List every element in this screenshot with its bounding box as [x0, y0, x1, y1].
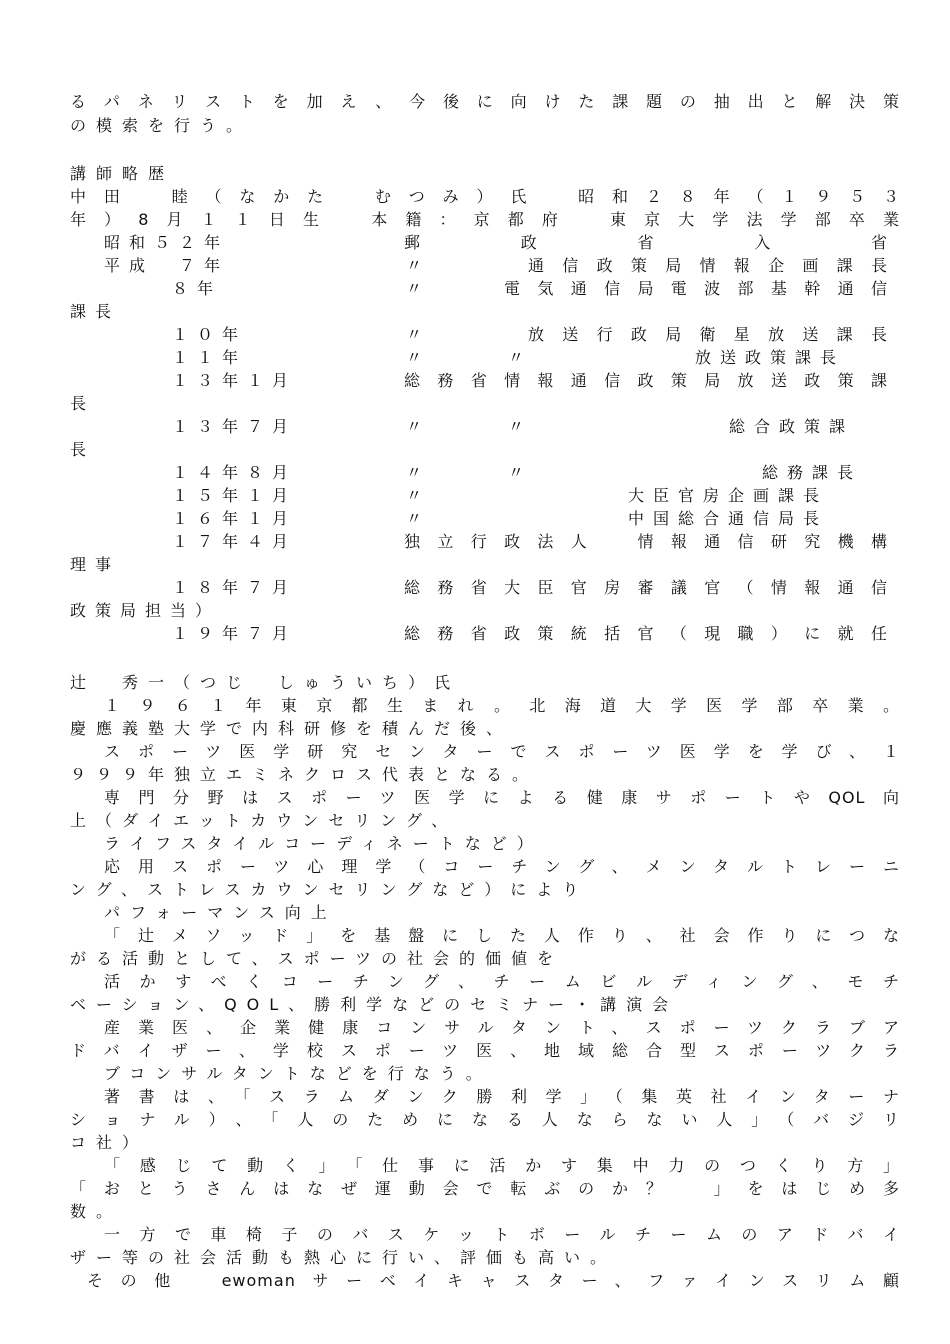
tsuji-line: ショナル）、「人のためになる人ならない人」（バジリ	[70, 1110, 900, 1129]
career-org: 総務省政策統括官（現職）に就任	[404, 624, 888, 643]
career-org: 〃	[406, 325, 432, 344]
career-position: 電気通信局電波部基幹通信	[504, 279, 888, 298]
tsuji-line: パフォーマンス向上	[104, 903, 337, 922]
tsuji-line: その他 ewomanサーベイキャスター、ファインスリム顧	[87, 1271, 900, 1290]
career-date: １３年１月	[172, 371, 298, 390]
career-date: １７年４月	[172, 532, 298, 551]
career-position: 中国総合通信局長	[628, 509, 829, 528]
career-org: 総務省情報通信政策局放送政策課	[404, 371, 888, 390]
tsuji-line: ９９９年独立エミネクロス代表となる。	[70, 765, 539, 784]
tsuji-line: ブコンサルタントなどを行なう。	[104, 1064, 492, 1083]
tsuji-line: 専門分野はスポーツ医学による健康サポートやQOL向	[104, 788, 900, 807]
tsuji-line: １９６１年東京都生まれ。北海道大学医学部卒業。	[104, 696, 900, 715]
career-org: 〃	[406, 256, 432, 275]
career-wrap-text: 理事	[70, 555, 121, 574]
career-position: 放送行政局衛星放送課長	[528, 325, 888, 344]
tsuji-line: 「感じて動く」「仕事に活かす集中力のつくり方」	[104, 1156, 900, 1175]
tsuji-line: 数。	[70, 1202, 123, 1221]
career-position: 大臣官房企画課長	[628, 486, 829, 505]
career-date: １１年	[172, 348, 248, 367]
career-org: 総務省大臣官房審議官（情報通信	[404, 578, 888, 597]
career-sub-ditto: 〃	[508, 348, 534, 367]
section-title: 講師略歴	[70, 164, 175, 183]
career-position: 総合政策課	[729, 417, 855, 436]
career-date: １５年１月	[172, 486, 298, 505]
tsuji-line: ライフスタイルコーディネートなど）	[104, 834, 543, 853]
career-date: １４年８月	[172, 463, 298, 482]
intro-line-2: の模索を行う。	[70, 116, 253, 135]
career-date: 昭和５２年	[104, 233, 230, 252]
career-wrap-text: 課長	[70, 302, 121, 321]
tsuji-line: ング、ストレスカウンセリングなど）により	[70, 880, 589, 899]
career-wrap-text: 政策局担当）	[70, 601, 221, 620]
tsuji-line: 産業医、企業健康コンサルタント、スポーツクラブア	[104, 1018, 900, 1037]
career-org: 〃	[406, 463, 432, 482]
career-position: 通信政策局情報企画課長	[528, 256, 888, 275]
career-position: 総務課長	[762, 463, 863, 482]
career-org: 独立行政法人 情報通信研究機構	[404, 532, 888, 551]
tsuji-line: ベーション、QOL、勝利学などのセミナー・講演会	[70, 995, 679, 1014]
career-org: 〃	[406, 348, 432, 367]
career-wrap-text: 長	[70, 394, 96, 413]
nakata-header-1: 中田 睦（なかた むつみ）氏 昭和２８年（１９５３	[70, 187, 900, 206]
career-date: １３年７月	[172, 417, 298, 436]
career-date: １６年１月	[172, 509, 298, 528]
tsuji-line: 一方で車椅子のバスケットボールチームのアドバイ	[104, 1225, 900, 1244]
career-date: 平成 ７年	[104, 256, 230, 275]
tsuji-line: 慶應義塾大学で内科研修を積んだ後、	[70, 719, 513, 738]
career-org: 〃	[406, 279, 432, 298]
career-org: 〃	[406, 509, 432, 528]
intro-line-1: るパネリストを加え、今後に向けた課題の抽出と解決策	[70, 92, 900, 111]
tsuji-line: 活かすべくコーチング、チームビルディング、モチ	[104, 972, 900, 991]
tsuji-line: スポーツ医学研究センターでスポーツ医学を学び、１	[104, 742, 900, 761]
tsuji-line: 上（ダイエットカウンセリング、	[70, 811, 458, 830]
tsuji-line: 辻 秀一（つじ しゅういち）氏	[70, 673, 461, 692]
nakata-header-2: 年）8月１１日生 本籍：京都府 東京大学法学部卒業	[70, 210, 900, 229]
tsuji-line: ドバイザー、学校スポーツ医、地域総合型スポーツクラ	[70, 1041, 900, 1060]
career-date: １０年	[172, 325, 248, 344]
career-org: 〃	[406, 417, 432, 436]
tsuji-line: 「辻メソッド」を基盤にした人作り、社会作りにつな	[104, 926, 900, 945]
career-org: 郵政省入省	[404, 233, 888, 252]
tsuji-line: コ社）	[70, 1133, 149, 1152]
tsuji-line: 応用スポーツ心理学（コーチング、メンタルトレーニ	[104, 857, 900, 876]
career-date: ８年	[172, 279, 223, 298]
tsuji-line: 「おとうさんはなぜ運動会で転ぶのか？ 」をはじめ多	[70, 1179, 900, 1198]
career-date: １９年７月	[172, 624, 298, 643]
tsuji-line: ザー等の社会活動も熱心に行い、評価も高い。	[70, 1248, 617, 1267]
career-wrap-text: 長	[70, 440, 96, 459]
career-org: 〃	[406, 486, 432, 505]
career-position: 放送政策課長	[695, 348, 846, 367]
career-date: １８年７月	[172, 578, 298, 597]
career-sub-ditto: 〃	[508, 463, 534, 482]
career-sub-ditto: 〃	[508, 417, 534, 436]
tsuji-line: 著書は、「スラムダンク勝利学」（集英社インターナ	[104, 1087, 900, 1106]
tsuji-line: がる活動として、スポーツの社会的価値を	[70, 949, 564, 968]
